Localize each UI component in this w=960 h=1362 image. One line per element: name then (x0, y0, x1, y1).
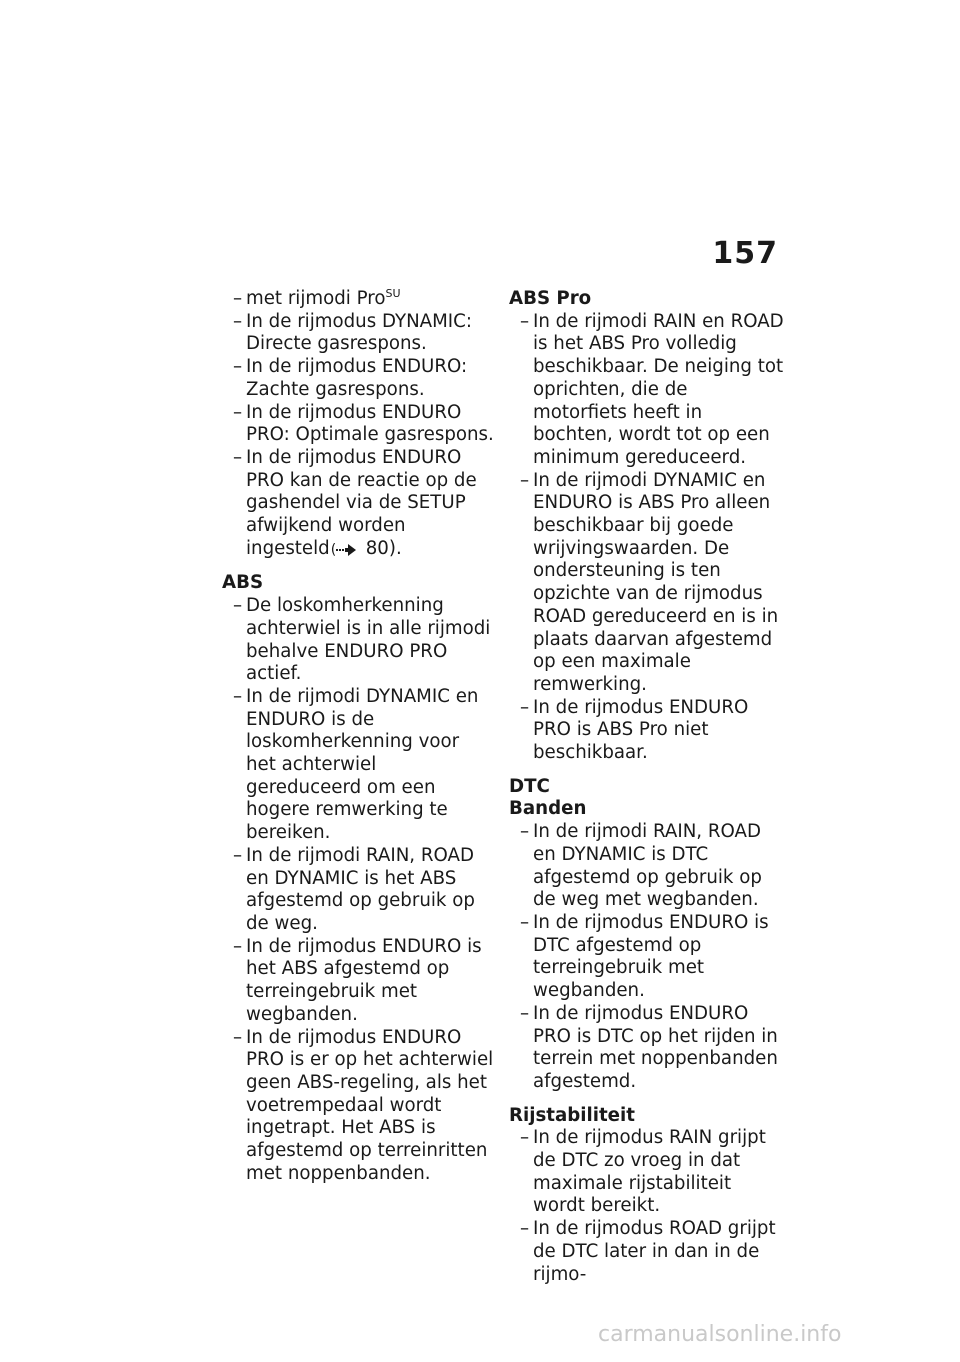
section-heading-abs-pro: ABS Pro (509, 288, 592, 309)
rijstabiliteit-list (509, 1127, 785, 1286)
list-item-text: In de rijmodus ENDURO is DTC afgestemd op terreingebruik met wegbanden. (533, 911, 769, 1002)
list-item-text: In de rijmodi DYNAMIC en ENDURO is de loskomherkenning voor het achterwiel gereduceerd om een hogere remwerking te bereiken. (246, 685, 479, 844)
list-item-text: In de rijmodus ENDURO PRO kan de reactie op de gashendel via de SETUP afwijkend worden ingesteld (246, 446, 477, 559)
superscript-su: SU (385, 286, 401, 300)
list-item-text: In de rijmodi DYNAMIC en ENDURO is ABS Pro alleen beschikbaar bij goede wrijvingswaarden. De ondersteuning is ten opzichte van de rijmodus ROAD gereduceerd en is in plaats daarvan afgestemd op een maximale remwerking. (533, 469, 779, 695)
list-item-text: met rijmodi Pro (246, 288, 386, 309)
throttle-list (222, 288, 494, 561)
subheading-rijstabiliteit: Rijstabiliteit (509, 1104, 635, 1126)
subheading-banden: Banden (509, 798, 587, 820)
list-item: – In de rijmodus RAIN grijpt de DTC zo vroeg in dat maximale rijstabiliteit wordt bereikt. (520, 1127, 766, 1217)
list-item-text: In de rijmodus DYNAMIC: Directe gasrespons. (246, 310, 472, 355)
list-item-text: In de rijmodus ROAD grijpt de DTC later in dan in de rijmo- (533, 1218, 776, 1285)
list-item: – In de rijmodi DYNAMIC en ENDURO is ABS Pro alleen beschikbaar bij goede wrijvingswaarden. De ondersteuning is ten opzichte van de rijmodus ROAD gereduceerd en is in plaats daarvan afgestemd op een maximale remwerking. (520, 469, 779, 695)
list-item: – De loskomherkenning achterwiel is in alle rijmodi behalve ENDURO PRO actief. (233, 595, 491, 685)
page-reference[interactable]: 80). (365, 537, 402, 559)
list-item-text: In de rijmodi RAIN, ROAD en DYNAMIC is het ABS afgestemd op gebruik op de weg. (246, 844, 475, 934)
left-column (222, 288, 494, 1185)
list-item: – In de rijmodus ENDURO PRO is ABS Pro niet beschikbaar. (520, 696, 749, 764)
arrow-reference-icon[interactable]: ( (344, 539, 364, 562)
list-item-text: In de rijmodus ENDURO PRO is er op het achterwiel geen ABS-regeling, als het voetrempedaal wordt ingetrapt. Het ABS is afgestemd op terreinritten met noppenbanden. (246, 1026, 494, 1184)
right-column (509, 288, 785, 1286)
list-item: – In de rijmodus DYNAMIC: Directe gasrespons. (233, 310, 472, 355)
list-item: – In de rijmodus ENDURO: Zachte gasrespons. (233, 356, 468, 400)
list-item: – In de rijmodus ENDURO PRO is er op het achterwiel geen ABS-regeling, als het voetrempedaal wordt ingetrapt. Het ABS is afgestemd op terreinritten met noppenbanden. (233, 1026, 494, 1184)
list-item: – In de rijmodi RAIN en ROAD is het ABS Pro volledig beschikbaar. De neiging tot oprichten, die de motorfiets heeft in bochten, wordt tot op een minimum gereduceerd. (520, 310, 784, 468)
list-item-text: De loskomherkenning achterwiel is in alle rijmodi behalve ENDURO PRO actief. (246, 595, 491, 685)
abs-pro-list (509, 311, 785, 765)
watermark: carmanualsonline.info (598, 1322, 842, 1347)
list-item-text: In de rijmodi RAIN en ROAD is het ABS Pro volledig beschikbaar. De neiging tot oprichten, die de motorfiets heeft in bochten, wordt tot op een minimum gereduceerd. (533, 310, 784, 468)
list-item: – In de rijmodus ENDURO is DTC afgestemd op terreingebruik met wegbanden. (520, 911, 769, 1002)
list-item-text: In de rijmodus ENDURO PRO is ABS Pro niet beschikbaar. (533, 696, 749, 764)
list-item: – In de rijmodi RAIN, ROAD en DYNAMIC is DTC afgestemd op gebruik op de weg met wegbanden. (520, 821, 762, 911)
page-number: 157 (712, 236, 778, 271)
list-item-text: In de rijmodus RAIN grijpt de DTC zo vroeg in dat maximale rijstabiliteit wordt bereikt. (533, 1127, 766, 1217)
list-item-text: In de rijmodus ENDURO is het ABS afgestemd op terreingebruik met wegbanden. (246, 935, 482, 1025)
list-item-text: In de rijmodus ENDURO: Zachte gasrespons. (246, 356, 468, 400)
list-item: – In de rijmodus ENDURO PRO kan de reactie op de gashendel via de SETUP afwijkend worden ingesteld( 80). (222, 447, 494, 562)
section-heading-dtc: DTC (509, 775, 550, 797)
list-item-text: In de rijmodi RAIN, ROAD en DYNAMIC is DTC afgestemd op gebruik op de weg met wegbanden. (533, 821, 762, 911)
list-item: – In de rijmodus ROAD grijpt de DTC later in dan in de rijmo- (520, 1218, 776, 1285)
banden-list (509, 821, 785, 1093)
list-item-text: In de rijmodus ENDURO PRO is DTC op het rijden in terrein met noppenbanden afgestemd. (533, 1002, 778, 1092)
list-item: – In de rijmodus ENDURO is het ABS afgestemd op terreingebruik met wegbanden. (233, 935, 482, 1025)
list-item: – met rijmodi Pro$^{SU}$ (233, 286, 401, 309)
list-item-text: In de rijmodus ENDURO PRO: Optimale gasrespons. (246, 401, 494, 446)
list-item: – In de rijmodi RAIN, ROAD en DYNAMIC is het ABS afgestemd op gebruik op de weg. (233, 844, 475, 934)
list-item: – In de rijmodus ENDURO PRO is DTC op het rijden in terrein met noppenbanden afgestemd. (520, 1002, 778, 1092)
list-item: – In de rijmodus ENDURO PRO: Optimale gasrespons. (233, 401, 494, 446)
abs-list (222, 595, 494, 1185)
section-heading-abs: ABS (222, 572, 264, 594)
list-item: – In de rijmodi DYNAMIC en ENDURO is de loskomherkenning voor het achterwiel gereduceerd om een hogere remwerking te bereiken. (233, 685, 479, 844)
